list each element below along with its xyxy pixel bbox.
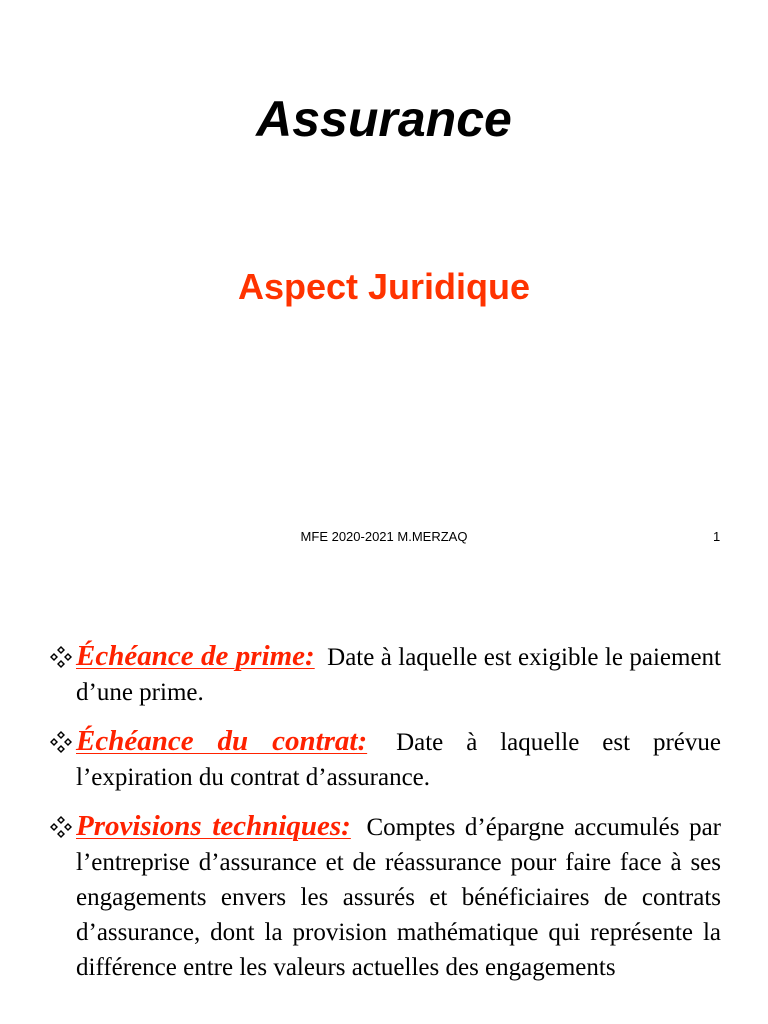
definition-text: Comptes d’épargne accumulés par l’entreprise d’assurance et de réassurance pour faire face à ses engagements envers les assurés et bénéficiaires de contrats d’assurance, dont la provision mathématique qui représente la différence entre les valeurs actuelles des engagements	[76, 814, 722, 981]
page-number: 1	[713, 529, 721, 544]
definition-text: Date à laquelle est exigible le paiement d’une prime.	[76, 644, 722, 706]
slide-title: Assurance	[256, 91, 512, 147]
slide-footer: MFE 2020-2021 M.MERZAQ	[300, 529, 468, 544]
definitions-slide	[0, 575, 768, 1024]
definition-term: Échéance de prime:	[76, 640, 315, 672]
definition-list	[48, 639, 721, 999]
definition-term: Échéance du contrat:	[76, 725, 368, 757]
diamond-bullet-icon	[48, 814, 74, 840]
definition-item	[48, 809, 721, 985]
definition-item	[48, 639, 721, 710]
diamond-bullet-icon	[48, 644, 74, 670]
diamond-bullet-icon	[48, 729, 74, 755]
slide-subtitle: Aspect Juridique	[237, 266, 531, 307]
definition-text: Date à laquelle est prévue l’expiration du contrat d’assurance.	[76, 729, 722, 791]
definition-item	[48, 724, 721, 795]
definition-term: Provisions techniques:	[76, 810, 351, 842]
